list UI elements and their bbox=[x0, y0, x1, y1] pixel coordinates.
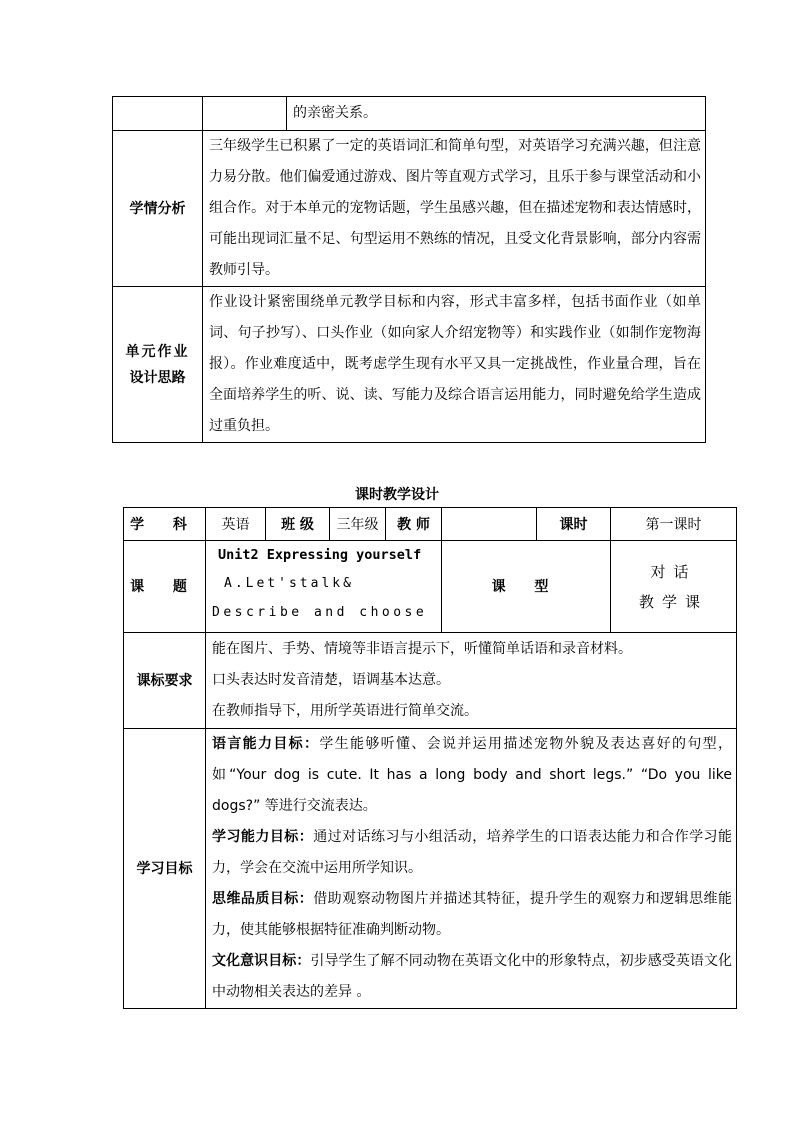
goal-body: 借助观察动物图片并描述其特征，提升学生的观察力和逻辑思维能力，使其能够根据特征准确判断动物。 bbox=[212, 891, 733, 938]
section-title: 课时教学设计 bbox=[355, 487, 439, 503]
goal-learning bbox=[212, 822, 732, 884]
analysis-label: 学情分析 bbox=[113, 131, 203, 287]
goal-title: 学习能力目标： bbox=[212, 829, 314, 845]
header-row bbox=[124, 508, 737, 541]
topic-line3: Describe and choose bbox=[212, 605, 428, 620]
type-value-line2: 教学课 bbox=[638, 592, 708, 611]
analysis-text: 三年级学生已积累了一定的英语词汇和简单句型，对英语学习充满兴趣，但注意力易分散。他们偏爱通过游戏、图片等直观方式学习，且乐于参与课堂活动和小组合作。对于本单元的宠物话题，学生虽感兴趣，但在描述宠物和表达情感时，可能出现词汇量不足、句型运用不熟练的情况，且受文化背景影响，部分内容需教师引导。 bbox=[203, 131, 706, 287]
empty-cell bbox=[113, 97, 203, 131]
standard-label: 课标要求 bbox=[124, 633, 206, 729]
homework-row bbox=[113, 287, 706, 443]
continuation-text: 的亲密关系。 bbox=[287, 97, 706, 131]
class-value: 三年级 bbox=[330, 508, 386, 541]
goals-label: 学习目标 bbox=[124, 729, 206, 1009]
teacher-label: 教 师 bbox=[386, 508, 442, 541]
homework-text: 作业设计紧密围绕单元教学目标和内容，形式丰富多样，包括书面作业（如单词、句子抄写）、口头作业（如向家人介绍宠物等）和实践作业（如制作宠物海报）。作业难度适中，既考虑学生现有水平又具一定挑战性，作业量合理，旨在全面培养学生的听、说、读、写能力及综合语言运用能力，同时避免给学生造成过重负担。 bbox=[203, 287, 706, 443]
continuation-row bbox=[113, 97, 706, 131]
subject-value: 英语 bbox=[206, 508, 266, 541]
topic-row bbox=[124, 541, 737, 633]
lesson-design-table bbox=[123, 507, 737, 1009]
homework-label-line2: 设计思路 bbox=[129, 369, 186, 386]
standard-line: 在教师指导下，用所学英语进行简单交流。 bbox=[212, 703, 478, 719]
period-value: 第一课时 bbox=[611, 508, 737, 541]
goal-body: 学生能够听懂、会说并运用描述宠物外貌及表达喜好的句型，如“Your dog is cute. It has a long body and short legs.” “Do you like dogs?” 等进行交流表达。 bbox=[212, 736, 733, 814]
standard-text bbox=[206, 633, 737, 729]
type-value-line1: 对话 bbox=[650, 562, 697, 581]
standard-line: 口头表达时发音清楚，语调基本达意。 bbox=[212, 672, 450, 688]
goal-language bbox=[212, 729, 732, 822]
goals-row bbox=[124, 729, 737, 1009]
teacher-value bbox=[442, 508, 537, 541]
goals-text bbox=[206, 729, 737, 1009]
unit-info-table bbox=[112, 96, 706, 443]
topic-value bbox=[206, 541, 442, 633]
empty-cell bbox=[203, 97, 287, 131]
topic-line2: A.Let'stalk& bbox=[224, 576, 354, 591]
goal-body: 引导学生了解不同动物在英语文化中的形象特点，初步感受英语文化中动物相关表达的差异 。 bbox=[212, 953, 732, 1000]
goal-thinking bbox=[212, 884, 732, 946]
goal-title: 思维品质目标： bbox=[212, 891, 314, 907]
goal-body: 通过对话练习与小组活动，培养学生的口语表达能力和合作学习能力，学会在交流中运用所学知识。 bbox=[212, 829, 733, 876]
goal-culture bbox=[212, 946, 732, 1008]
topic-label: 课 题 bbox=[124, 541, 206, 633]
analysis-row bbox=[113, 131, 706, 287]
class-label: 班 级 bbox=[266, 508, 330, 541]
type-label: 课 型 bbox=[442, 541, 611, 633]
standard-line: 能在图片、手势、情境等非语言提示下，听懂简单话语和录音材料。 bbox=[212, 641, 632, 657]
goal-title: 文化意识目标： bbox=[212, 953, 311, 969]
subject-label: 学 科 bbox=[124, 508, 206, 541]
type-value bbox=[611, 541, 737, 633]
period-label: 课时 bbox=[537, 508, 611, 541]
topic-line1: Unit2 Expressing yourself bbox=[218, 547, 422, 563]
goal-title: 语言能力目标： bbox=[212, 736, 320, 752]
homework-label bbox=[113, 287, 203, 443]
standard-row bbox=[124, 633, 737, 729]
homework-label-line1: 单元作业 bbox=[125, 343, 190, 360]
